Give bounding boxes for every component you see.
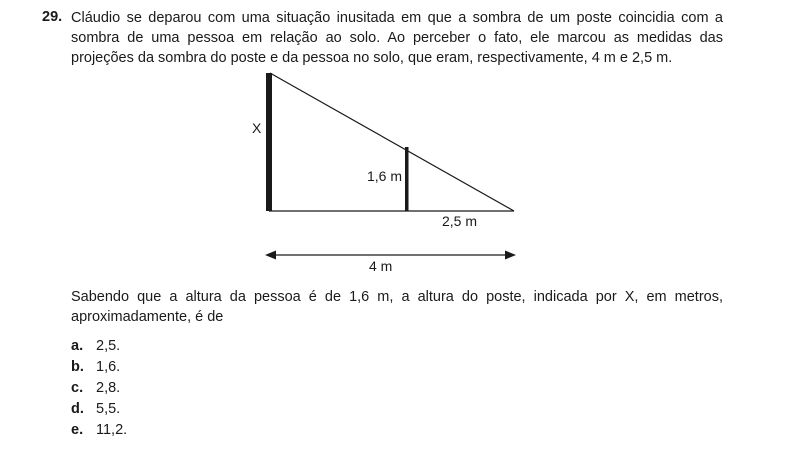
option-letter: e. [71,422,84,438]
arrowhead-right [505,251,516,260]
option-letter: d. [71,401,84,417]
option-value: 1,6. [96,359,121,375]
person [405,147,409,211]
question-stem: Cláudio se deparou com uma situação inusitada em que a sombra de um poste coincidia com a sombra de uma pessoa em relação ao solo. Ao perceber o fato, ele marcou as medidas das projeções da sombra do poste e da pessoa no solo, que eram, respectivamente, 4 m e 2,5 m. [71,10,723,66]
option-letter: b. [71,359,84,375]
option-value: 11,2. [96,422,128,438]
question-number: 29. [42,9,63,25]
option-letter: a. [71,338,84,354]
pole-shadow-label: 4 m [369,258,393,274]
person-shadow-label: 2,5 m [442,213,478,229]
pole-height-label: X [252,120,262,136]
option-value: 5,5. [96,401,121,417]
person-height-label: 1,6 m [367,168,403,184]
arrowhead-left [265,251,276,260]
option-value: 2,5. [96,338,121,354]
question-prompt: Sabendo que a altura da pessoa é de 1,6 m, a altura do poste, indicada por X, em metros, aproximadamente, é de [71,289,723,325]
option-letter: c. [71,380,84,396]
option-value: 2,8. [96,380,121,396]
pole [266,73,272,211]
shadow-ray [270,73,514,211]
